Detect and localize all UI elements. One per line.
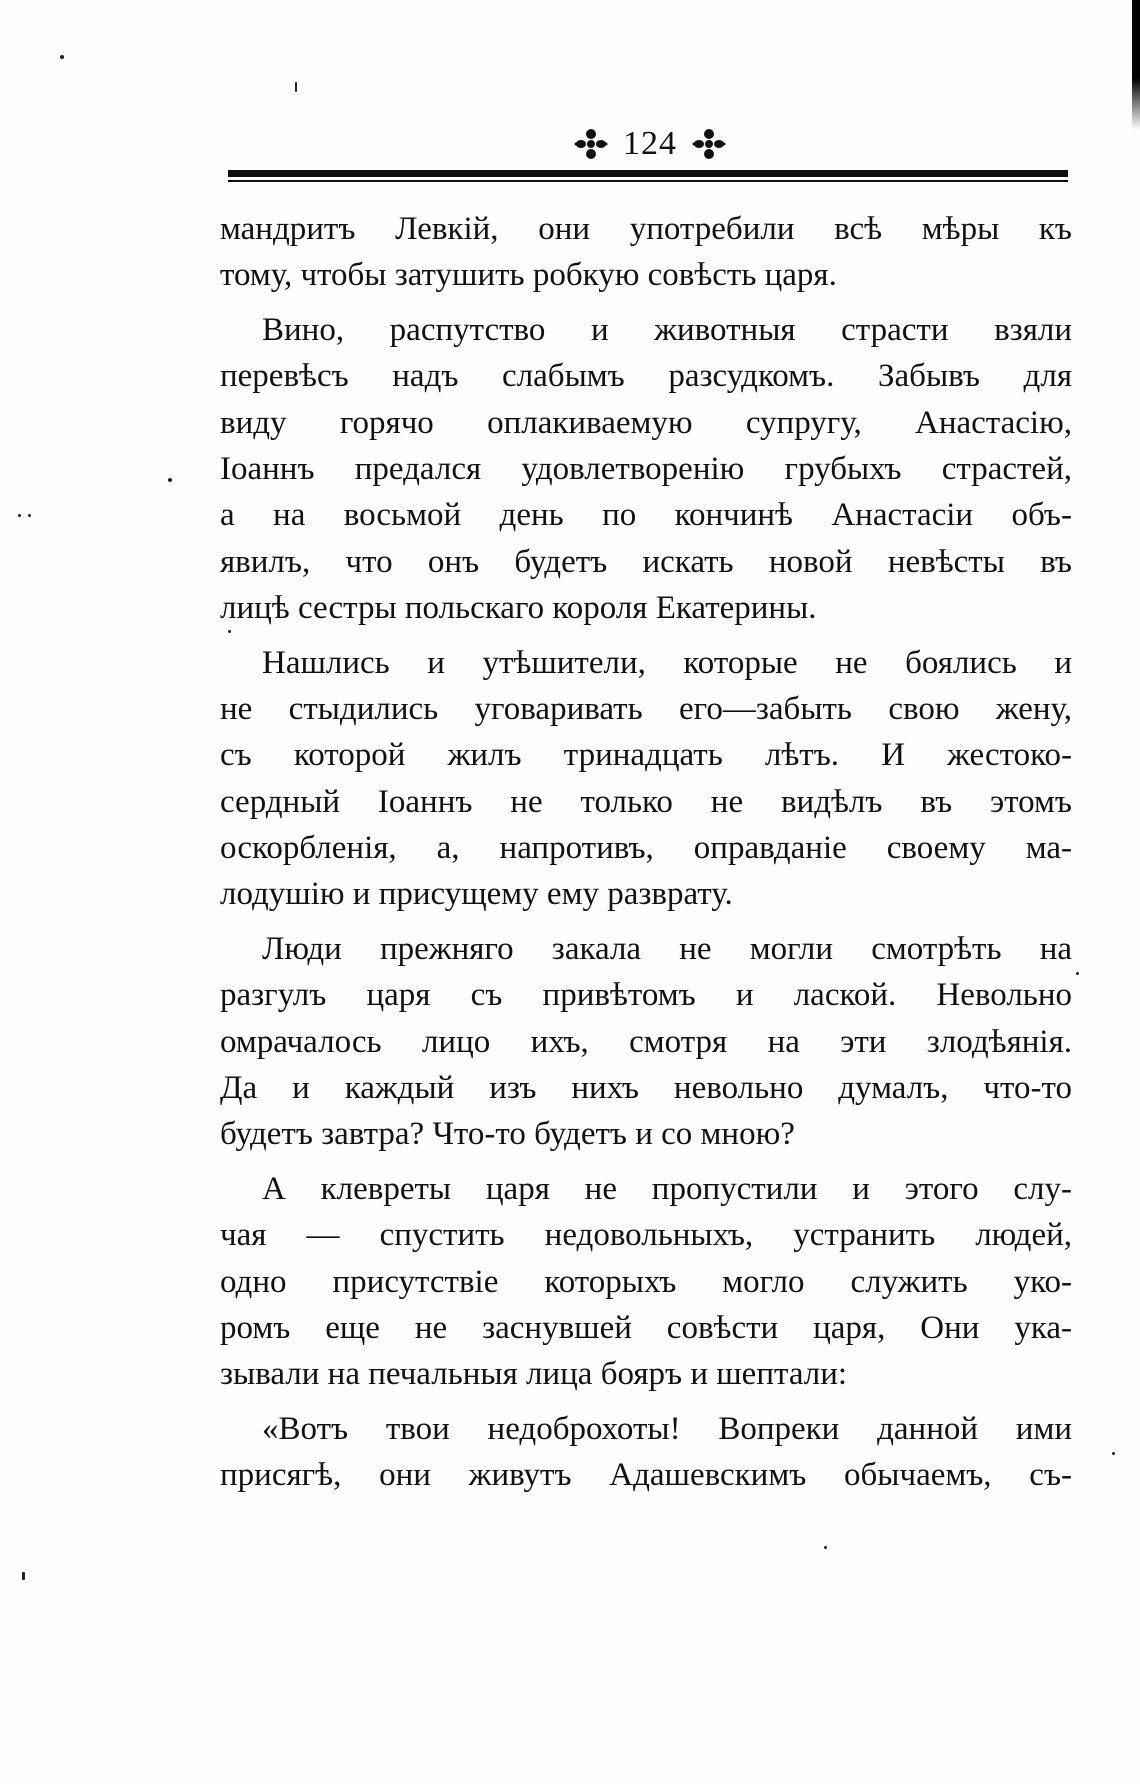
- text-line: разгулъ царя съ привѣтомъ и лаской. Невольно: [220, 977, 1072, 1014]
- text-line: сердный Іоаннъ не только не видѣлъ въ этомъ: [220, 783, 1072, 820]
- text-line: присягѣ, они живутъ Адашевскимъ обычаемъ, съ-: [220, 1457, 1072, 1494]
- text-line: съ которой жилъ тринадцать лѣтъ. И жестоко-: [220, 737, 1072, 774]
- print-speck: [18, 514, 21, 517]
- paragraph: [220, 926, 1072, 1158]
- print-speck: [295, 82, 297, 92]
- fleuron-icon: [573, 126, 609, 162]
- print-speck: [168, 478, 172, 482]
- text-line: ромъ еще не заснувшей совѣсти царя, Они ука-: [220, 1309, 1072, 1346]
- header-rule-thick: [228, 170, 1068, 177]
- running-header: [0, 122, 1140, 182]
- text-line: оскорбленія, а, напротивъ, оправданіе своему ма-: [220, 830, 1072, 867]
- text-line: «Вотъ твои недоброхоты! Вопреки данной ими: [262, 1410, 1072, 1447]
- text-line: Люди прежняго закала не могли смотрѣть на: [262, 930, 1072, 967]
- text-line: будетъ завтра? Что-то будетъ и со мною?: [220, 1116, 795, 1153]
- text-line: Іоаннъ предался удовлетворенію грубыхъ страстей,: [220, 450, 1072, 487]
- text-line: явилъ, что онъ будетъ искать новой невѣсты въ: [220, 543, 1072, 580]
- body-text: [220, 206, 1072, 1499]
- paragraph: [220, 1406, 1072, 1499]
- paragraph: [220, 307, 1072, 632]
- page-edge-shadow: [1132, 0, 1140, 130]
- print-speck: [22, 1572, 25, 1580]
- text-line: омрачалось лицо ихъ, смотря на эти злодѣянія.: [220, 1023, 1072, 1060]
- text-line: А клевреты царя не пропустили и этого слу-: [262, 1170, 1072, 1207]
- text-line: тому, чтобы затушить робкую совѣсть царя.: [220, 257, 837, 294]
- text-line: Вино, распутство и животныя страсти взяли: [262, 311, 1072, 348]
- header-center: [550, 122, 750, 166]
- text-line: перевѣсъ надъ слабымъ разсудкомъ. Забывъ для: [220, 358, 1072, 395]
- text-line: мандритъ Левкій, они употребили всѣ мѣры къ: [220, 211, 1072, 247]
- text-line: Да и каждый изъ нихъ невольно думалъ, что-то: [220, 1070, 1072, 1107]
- paragraph: [220, 1166, 1072, 1398]
- text-line: лицѣ сестры польскаго короля Екатерины.: [220, 590, 817, 627]
- paragraph: [220, 640, 1072, 918]
- text-line: не стыдились уговаривать его—забыть свою жену,: [220, 690, 1072, 727]
- print-speck: [228, 630, 231, 633]
- print-speck: [1112, 1452, 1115, 1455]
- text-line: а на восьмой день по кончинѣ Анастасіи объ-: [220, 497, 1072, 534]
- text-line: зывали на печальныя лица бояръ и шептали:: [220, 1356, 848, 1393]
- text-line: чая — спустить недовольныхъ, устранить людей,: [220, 1217, 1072, 1254]
- text-line: виду горячо оплакиваемую супругу, Анастасію,: [220, 404, 1072, 441]
- page-number: 124: [623, 125, 677, 162]
- fleuron-icon: [691, 126, 727, 162]
- text-line: одно присутствіе которыхъ могло служить уко-: [220, 1263, 1072, 1300]
- text-line: лодушію и присущему ему разврату.: [220, 876, 733, 913]
- print-speck: [60, 55, 64, 59]
- paragraph: [220, 206, 1072, 299]
- print-speck: [824, 1546, 827, 1549]
- text-line: Нашлись и утѣшители, которые не боялись и: [262, 644, 1072, 681]
- print-speck: [1076, 972, 1079, 975]
- header-rule-thin: [228, 180, 1068, 182]
- print-speck: [28, 514, 31, 517]
